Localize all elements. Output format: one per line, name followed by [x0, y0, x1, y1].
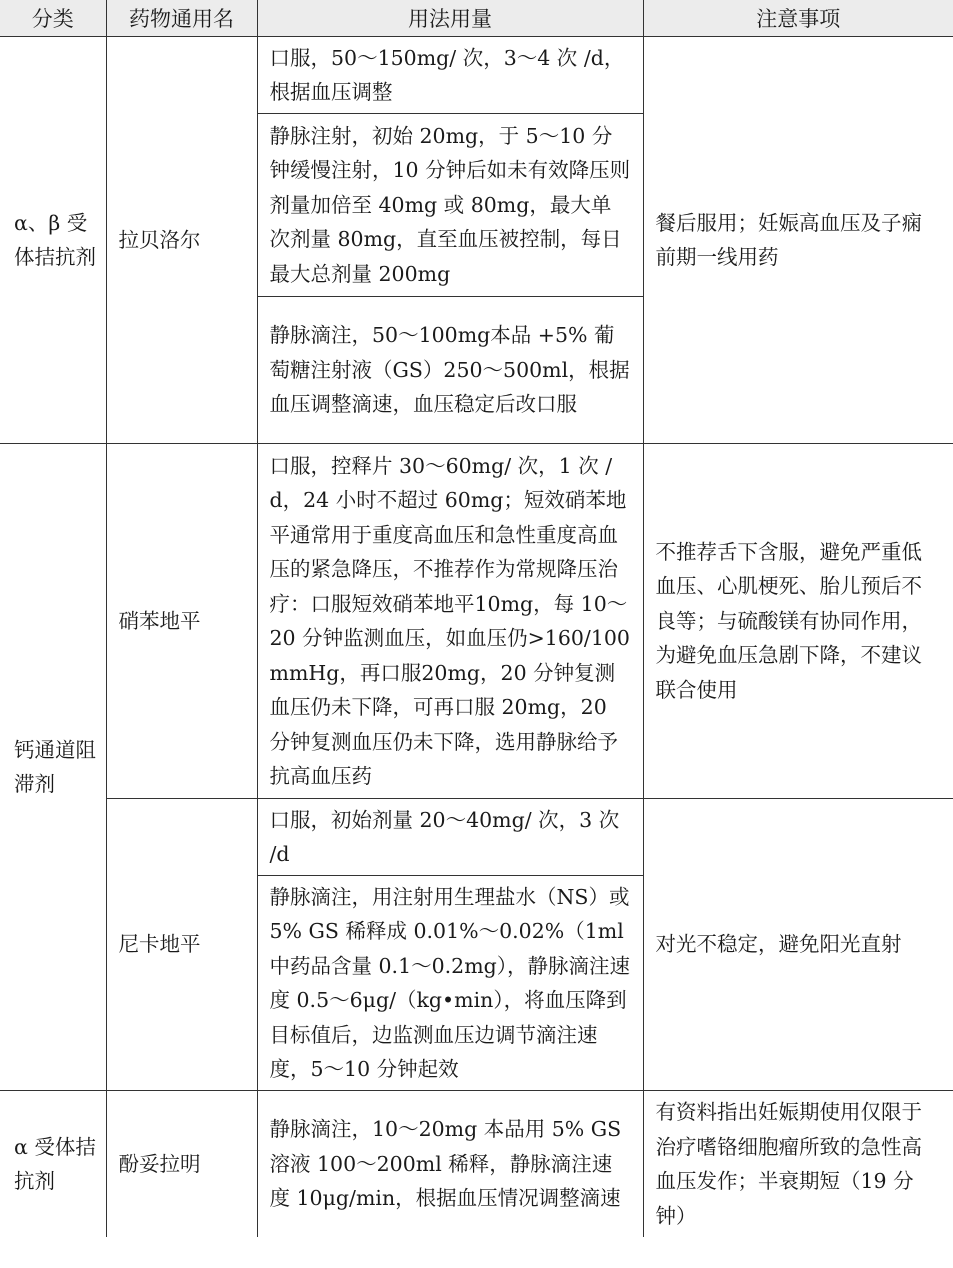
category-cell: α、β 受体拮抗剂: [0, 37, 106, 444]
note-cell: 对光不稳定，避免阳光直射: [643, 799, 953, 1091]
table-row: [0, 444, 953, 799]
usage-cell: 静脉滴注，10～20mg 本品用 5% GS 溶液 100～200ml 稀释，静脉滴注速度 10μg/min，根据血压情况调整滴速: [257, 1091, 643, 1238]
header-precautions: 注意事项: [643, 0, 953, 37]
usage-cell: 静脉滴注，用注射用生理盐水（NS）或 5% GS 稀释成 0.01%～0.02%（1ml 中药品含量 0.1～0.2mg），静脉滴注速度 0.5～6μg/（kg•min），将血压降到目标值后，边监测血压边调节滴注速度，5～10 分钟起效: [257, 876, 643, 1091]
usage-cell: 静脉滴注，50～100mg本品 +5% 葡萄糖注射液（GS）250～500ml，根据血压调整滴速，血压稳定后改口服: [257, 297, 643, 444]
table-row: [0, 799, 953, 876]
note-cell: 有资料指出妊娠期使用仅限于治疗嗜铬细胞瘤所致的急性高血压发作；半衰期短（19 分钟）: [643, 1091, 953, 1238]
table-row: [0, 1091, 953, 1238]
table-row: [0, 37, 953, 114]
header-category: 分类: [0, 0, 106, 37]
note-cell: 餐后服用；妊娠高血压及子痫前期一线用药: [643, 37, 953, 444]
note-cell: 不推荐舌下含服，避免严重低血压、心肌梗死、胎儿预后不良等；与硫酸镁有协同作用，为避免血压急剧下降，不建议联合使用: [643, 444, 953, 799]
usage-cell: 静脉注射，初始 20mg，于 5～10 分钟缓慢注射，10 分钟后如未有效降压则剂量加倍至 40mg 或 80mg，最大单次剂量 80mg，直至血压被控制，每日最大总剂量 200mg: [257, 114, 643, 297]
drug-name-cell: 酚妥拉明: [106, 1091, 257, 1238]
header-drug-name: 药物通用名: [106, 0, 257, 37]
category-cell: 钙通道阻滞剂: [0, 444, 106, 1091]
usage-cell: 口服，控释片 30～60mg/ 次，1 次 /d，24 小时不超过 60mg；短效硝苯地平通常用于重度高血压和急性重度高血压的紧急降压，不推荐作为常规降压治疗：口服短效硝苯地平10mg，每 10～20 分钟监测血压，如血压仍>160/100mmHg，再口服20mg，20 分钟复测血压仍未下降，可再口服 20mg，20 分钟复测血压仍未下降，选用静脉给予抗高血压药: [257, 444, 643, 799]
usage-cell: 口服，50～150mg/ 次，3～4 次 /d，根据血压调整: [257, 37, 643, 114]
drug-name-cell: 硝苯地平: [106, 444, 257, 799]
usage-cell: 口服，初始剂量 20～40mg/ 次，3 次 /d: [257, 799, 643, 876]
category-cell: α 受体拮抗剂: [0, 1091, 106, 1238]
header-usage-dosage: 用法用量: [257, 0, 643, 37]
header-row: [0, 0, 953, 37]
drug-name-cell: 拉贝洛尔: [106, 37, 257, 444]
drug-name-cell: 尼卡地平: [106, 799, 257, 1091]
